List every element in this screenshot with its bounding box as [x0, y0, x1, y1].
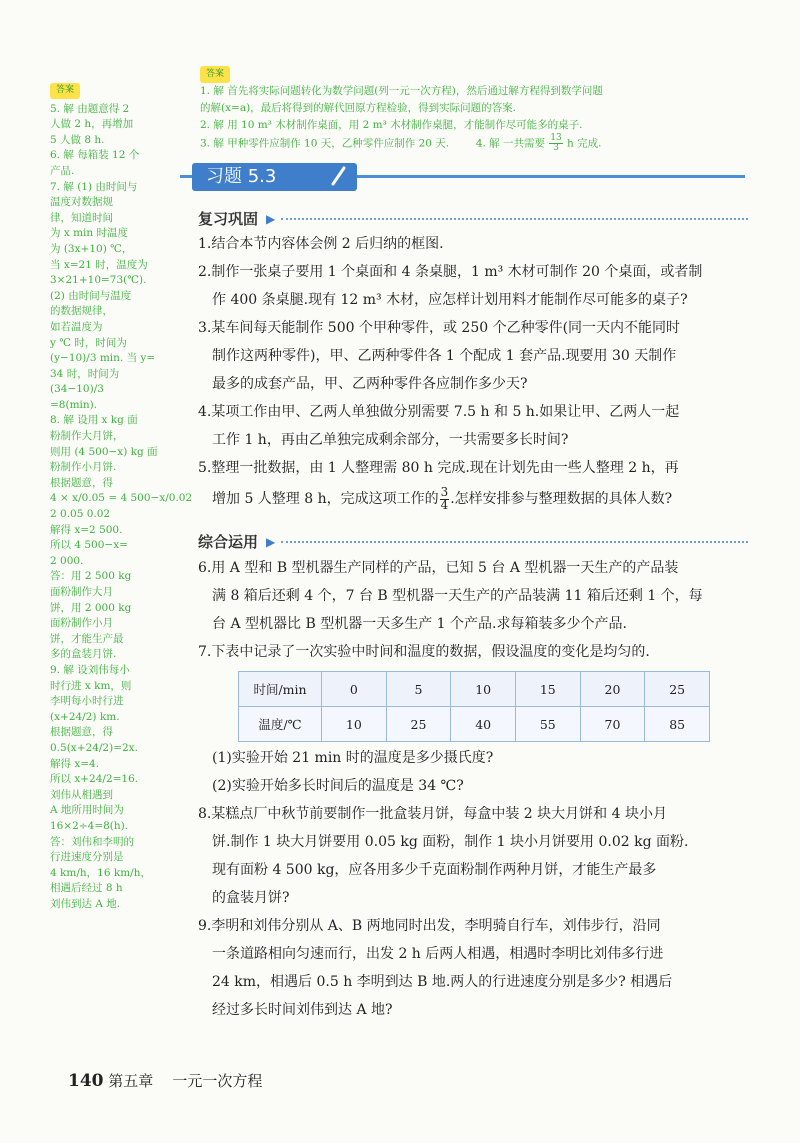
sidebar-line: 所以 x+24/2=16.: [50, 773, 139, 786]
pencil-icon: [329, 164, 349, 195]
sidebar-line: 面粉制作小月: [50, 617, 113, 630]
sidebar-line: 温度对数据规: [50, 196, 113, 209]
sidebar-line: 3×21+10=73(℃).: [50, 274, 147, 287]
sidebar-line: 34 时，时间为: [50, 367, 120, 380]
subsection-apply: [198, 531, 748, 552]
section-title: 习题 5.3: [206, 166, 277, 187]
sidebar-line: 所以 4 500−x=: [50, 539, 128, 552]
page-footer: [68, 1070, 262, 1091]
sidebar-line: =8(min).: [50, 398, 98, 411]
question-4-line-1: 4.某项工作由甲、乙两人单独做分别需要 7.5 h 和 5 h.如果让甲、乙两人一起: [198, 404, 680, 420]
question-8-line-2: 饼.制作 1 块大月饼要用 0.05 kg 面粉，制作 1 块小月饼要用 0.02 kg 面粉.: [212, 834, 689, 850]
questions-block-1: [198, 230, 748, 516]
question-6-line-2: 满 8 箱后还剩 4 个，7 台 B 型机器一天生产的产品装满 11 箱后还剩 1 个，每: [212, 588, 703, 604]
sidebar-line: 产品.: [50, 164, 75, 177]
sidebar-line: 多的盒装月饼.: [50, 648, 117, 661]
table-cell: 10: [451, 672, 516, 707]
question-7-part-2: (2)实验开始多长时间后的温度是 34 ℃?: [212, 778, 464, 794]
question-3-line-3: 最多的成套产品，甲、乙两种零件各应制作多少天?: [212, 376, 528, 392]
sidebar-line: 的数据规律，: [50, 305, 113, 318]
sidebar-line: (34−10)/3: [50, 383, 104, 396]
question-3-line-1: 3.某车间每天能制作 500 个甲种零件，或 250 个乙种零件(同一天内不能同时: [198, 320, 681, 336]
top-note-line: 的解(x=a)，最后将得到的解代回原方程检验，得到实际问题的答案.: [200, 102, 517, 114]
table-cell: 20: [580, 672, 645, 707]
table-cell: 10: [322, 707, 387, 742]
question-7-part-1: (1)实验开始 21 min 时的温度是多少摄氏度?: [212, 750, 494, 766]
sidebar-line: 答：刘伟和李明的: [50, 835, 134, 848]
sidebar-line: 根据题意，得: [50, 726, 113, 739]
sidebar-line: 当 x=21 时，温度为: [50, 258, 148, 271]
sidebar-line: (y−10)/3 min. 当 y=: [50, 352, 156, 365]
subsection-title-apply: 综合运用: [198, 533, 259, 551]
sidebar-line: 解得 x=4.: [50, 757, 100, 770]
table-row: [239, 707, 710, 742]
sidebar-line: 为 (3x+10) ℃，: [50, 242, 133, 255]
table-cell: 25: [386, 707, 451, 742]
subsection-title-review: 复习巩固: [198, 210, 259, 228]
triangle-icon: ▶: [266, 534, 276, 549]
sidebar-line: y ℃ 时，时间为: [50, 336, 127, 349]
question-9-line-2: 一条道路相向匀速而行，出发 2 h 后两人相遇，相遇时李明比刘伟多行进: [212, 946, 664, 962]
question-2-line-2: 作 400 条桌腿.现有 12 m³ 木材，应怎样计划用料才能制作尽可能多的桌子?: [212, 292, 688, 308]
sidebar-line: 时行进 x km，则: [50, 679, 132, 692]
questions-block-2: [198, 554, 748, 666]
question-6-line-3: 台 A 型机器比 B 型机器一天多生产 1 个产品.求每箱装多少个产品.: [212, 616, 627, 632]
sidebar-line: 2 0.05 0.02: [50, 508, 111, 521]
fraction-3-4: $\frac{3}{4}$: [440, 484, 449, 512]
page-number: 140: [68, 1071, 104, 1091]
table-cell: 5: [386, 672, 451, 707]
top-notes-lines: [200, 83, 760, 134]
answer-tag: 答案: [50, 83, 80, 99]
sidebar-line: 刘伟到达 A 地.: [50, 897, 121, 910]
sidebar-line: 粉制作大月饼，: [50, 430, 124, 443]
sidebar-line: 9. 解 设刘伟每小: [50, 663, 130, 676]
table-row: [239, 672, 710, 707]
question-9-line-3: 24 km，相遇后 0.5 h 李明到达 B 地.两人的行进速度分别是多少? 相遇后: [212, 974, 673, 990]
question-8-line-3: 现有面粉 4 500 kg，应各用多少千克面粉制作两种月饼，才能生产最多: [212, 862, 657, 878]
question-9-line-4: 经过多长时间刘伟到达 A 地?: [212, 1002, 393, 1018]
sidebar-line: 5. 解 由题意得 2: [50, 102, 130, 115]
sidebar-line: 7. 解 (1) 由时间与: [50, 180, 138, 193]
sidebar-line: 粉制作小月饼.: [50, 461, 117, 474]
subsection-review: [198, 208, 748, 229]
questions-block-3: [198, 744, 748, 1024]
question-7: 7.下表中记录了一次实验中时间和温度的数据，假设温度的变化是均匀的.: [198, 644, 650, 660]
top-note-line: 2. 解 用 10 m³ 木材制作桌面，用 2 m³ 木材制作桌腿，才能制作尽可能多的桌子.: [200, 119, 583, 131]
sidebar-line: 则用 (4 500−x) kg 面: [50, 445, 158, 458]
sidebar-line: 饼，用 2 000 kg: [50, 601, 132, 614]
sidebar-line: 李明每小时行进: [50, 695, 124, 708]
data-table: [238, 671, 710, 742]
sidebar-line: 5 人做 8 h.: [50, 133, 105, 146]
table-cell: 40: [451, 707, 516, 742]
sidebar-line: 面粉制作大月: [50, 586, 113, 598]
top-note-line-4: [200, 134, 760, 153]
sidebar-line: 律，知道时间: [50, 211, 113, 224]
dotted-divider: [281, 218, 748, 220]
sidebar-line: 行进速度分别是: [50, 851, 124, 864]
sidebar-line: 为 x min 时温度: [50, 227, 129, 240]
table-cell: 55: [515, 707, 580, 742]
question-8-line-1: 8.某糕点厂中秋节前要制作一批盒装月饼，每盒中装 2 块大月饼和 4 块小月: [198, 806, 667, 822]
sidebar-line: 饼，才能生产最: [50, 632, 124, 645]
question-2-line-1: 2.制作一张桌子要用 1 个桌面和 4 条桌腿，1 m³ 木材可制作 20 个桌面，或者制: [198, 264, 703, 280]
question-9-line-1: 9.李明和刘伟分别从 A、B 两地同时出发，李明骑自行车，刘伟步行，沿同: [198, 918, 661, 934]
sidebar-line: 16×2÷4=8(h).: [50, 819, 129, 832]
question-5-line-1: 5.整理一批数据，由 1 人整理需 80 h 完成.现在计划先由一些人整理 2 h，再: [198, 460, 679, 476]
section-title-box: [192, 163, 357, 191]
sidebar-line: 4 km/h，16 km/h，: [50, 866, 151, 879]
sidebar-line: 人做 2 h，再增加: [50, 118, 134, 131]
sidebar-line: (2) 由时间与温度: [50, 289, 132, 302]
chapter-label: 第五章: [108, 1072, 154, 1090]
table-cell: 25: [645, 672, 710, 707]
table-cell: 0: [322, 672, 387, 707]
sidebar-line: 4 × x/0.05 = 4 500−x/0.02: [50, 492, 193, 505]
question-1: 1.结合本节内容体会例 2 后归纳的框图.: [198, 236, 444, 252]
answer-tag: 答案: [200, 66, 230, 83]
question-5-line-2: 增加 5 人整理 8 h，完成这项工作的 $\frac{3}{4}$ .怎样安排参与整理数据的具体人数?: [212, 484, 673, 512]
sidebar-line: 8. 解 设用 x kg 面: [50, 414, 138, 427]
sidebar-line: (x+24/2) km.: [50, 710, 120, 723]
sidebar-line: 解得 x=2 500.: [50, 523, 123, 536]
top-note-4: 4. 解 一共需要: [475, 137, 546, 150]
table-header-temp: 温度/℃: [239, 707, 322, 742]
top-note-3: 3. 解 甲种零件应制作 10 天，乙种零件应制作 20 天.: [200, 137, 450, 150]
dotted-divider: [281, 541, 748, 543]
sidebar-answers: [50, 82, 193, 912]
sidebar-line: 刘伟从相遇到: [50, 788, 113, 801]
question-8-line-4: 的盒装月饼?: [212, 890, 290, 906]
question-3-line-2: 制作这两种零件)，甲、乙两种零件各 1 个配成 1 套产品.现要用 30 天制作: [212, 348, 677, 364]
top-note-line: 1. 解 首先将实际问题转化为数学问题(列一元一次方程)，然后通过解方程得到数学问题: [200, 85, 603, 97]
sidebar-line: 答：用 2 500 kg: [50, 570, 132, 583]
sidebar-line: 2 000.: [50, 554, 84, 567]
sidebar-line: 相遇后经过 8 h: [50, 882, 123, 895]
table-header-time: 时间/min: [239, 672, 322, 707]
sidebar-line: A 地所用时间为: [50, 804, 124, 817]
top-note-4-end: h 完成.: [567, 137, 602, 150]
sidebar-line: 6. 解 每箱装 12 个: [50, 149, 140, 162]
top-answer-notes: [200, 65, 760, 153]
sidebar-line: 根据题意，得: [50, 476, 113, 489]
sidebar-line: 如若温度为: [50, 320, 103, 333]
sidebar-line: 0.5(x+24/2)=2x.: [50, 741, 138, 754]
chapter-title: 一元一次方程: [172, 1072, 263, 1090]
table-cell: 85: [645, 707, 710, 742]
fraction-13-3: $\frac{13}{3}$: [550, 133, 562, 153]
question-6-line-1: 6.用 A 型和 B 型机器生产同样的产品，已知 5 台 A 型机器一天生产的产品装: [198, 560, 679, 576]
triangle-icon: ▶: [266, 211, 276, 226]
table-cell: 70: [580, 707, 645, 742]
question-4-line-2: 工作 1 h，再由乙单独完成剩余部分，一共需要多长时间?: [212, 432, 569, 448]
table-cell: 15: [515, 672, 580, 707]
